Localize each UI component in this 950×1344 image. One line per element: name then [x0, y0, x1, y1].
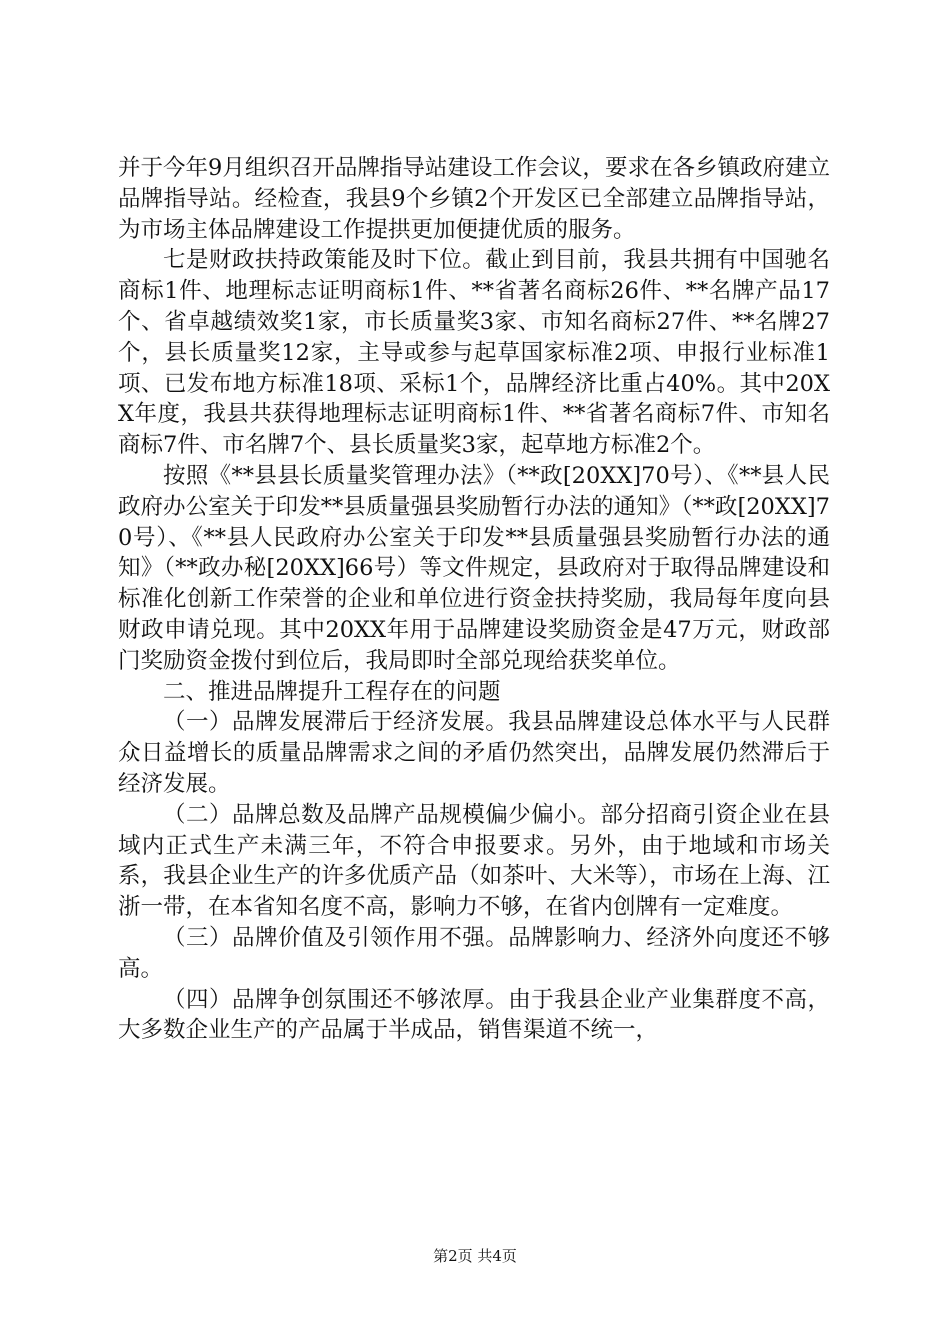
paragraph-problem-2: （二）品牌总数及品牌产品规模偏少偏小。部分招商引资企业在县域内正式生产未满三年，不符合申报要求。另外，由于地域和市场关系，我县企业生产的许多优质产品（如茶叶、大米等），市场在上海、江浙一带，在本省知名度不高，影响力不够，在省内创牌有一定难度。 — [118, 801, 830, 921]
section-heading-problems: 二、推进品牌提升工程存在的问题 — [163, 678, 501, 705]
paragraph-problem-3: （三）品牌价值及引领作用不强。品牌影响力、经济外向度还不够高。 — [118, 924, 830, 982]
page-number-footer: 第2页 共4页 — [433, 1247, 517, 1265]
paragraph-continuation: 并于今年9月组织召开品牌指导站建设工作会议，要求在各乡镇政府建立品牌指导站。经检查，我县9个乡镇2个开发区已全部建立品牌指导站，为市场主体品牌建设工作提拱更加便捷优质的服务。 — [118, 155, 830, 243]
paragraph-problem-4: （四）品牌争创氛围还不够浓厚。由于我县企业产业集群度不高，大多数企业生产的产品属于半成品，销售渠道不统一， — [118, 986, 830, 1044]
paragraph-problem-1: （一）品牌发展滞后于经济发展。我县品牌建设总体水平与人民群众日益增长的质量品牌需求之间的矛盾仍然突出，品牌发展仍然滞后于经济发展。 — [118, 709, 830, 797]
paragraph-fiscal-support: 七是财政扶持政策能及时下位。截止到目前，我县共拥有中国驰名商标1件、地理标志证明商标1件、**省著名商标26件、**名牌产品17个、省卓越绩效奖1家，市长质量奖3家、市知名商标27件、**名牌27个，县长质量奖12家，主导或参与起草国家标准2项、申报行业标准1项、已发布地方标准18项、采标1个，品牌经济比重占40%。其中20XX年度，我县共获得地理标志证明商标1件、**省著名商标7件、市知名商标7件、市名牌7个、县长质量奖3家，起草地方标准2个。 — [118, 247, 830, 459]
paragraph-award-regulations: 按照《**县县长质量奖管理办法》（**政[20XX]70号）、《**县人民政府办公室关于印发**县质量强县奖励暂行办法的通知》（**政[20XX]70号）、《**县人民政府办公室关于印发**县质量强县奖励暂行办法的通知》（**政办秘[20XX]66号）等文件规定，县政府对于取得品牌建设和标准化创新工作荣誉的企业和单位进行资金扶持奖励，我局每年度向县财政申请兑现。其中20XX年用于品牌建设奖励资金是47万元，财政部门奖励资金拨付到位后，我局即时全部兑现给获奖单位。 — [118, 462, 830, 674]
document-body — [118, 153, 830, 1046]
